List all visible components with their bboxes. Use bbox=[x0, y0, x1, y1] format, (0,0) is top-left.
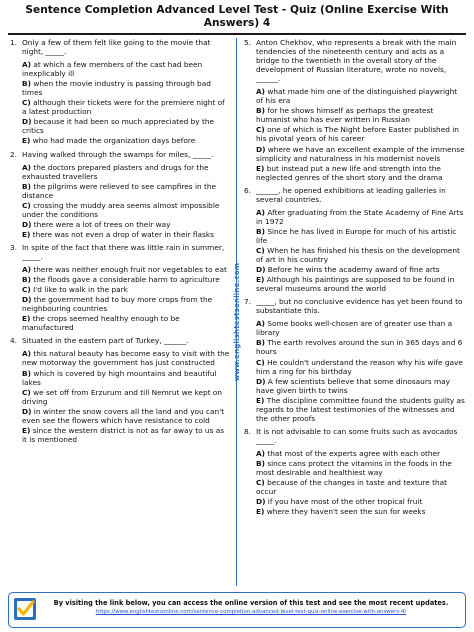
answer-options bbox=[256, 319, 466, 423]
question-number: 1. bbox=[10, 38, 18, 47]
answer-option bbox=[22, 182, 230, 200]
answer-options bbox=[22, 60, 230, 145]
option-text: who had made the organization days before bbox=[32, 136, 196, 146]
option-text: although their tickets were for the premiere night of a latest production bbox=[22, 98, 225, 117]
question-text: It is not advisable to can some fruits such as avocados _____. bbox=[256, 426, 458, 445]
footer-text bbox=[43, 599, 459, 617]
question bbox=[10, 38, 230, 146]
option-letter: E) bbox=[256, 275, 265, 285]
option-letter: E) bbox=[256, 163, 265, 173]
option-text: we set off from Erzurum and till Nemrut we kept on driving bbox=[22, 387, 223, 406]
question-number: 7. bbox=[244, 297, 252, 307]
answer-option bbox=[22, 136, 230, 145]
answer-option bbox=[22, 117, 230, 135]
option-text: The earth revolves around the sun in 365 days and 6 hours bbox=[256, 338, 463, 357]
answer-option bbox=[256, 227, 466, 245]
option-text: if you have most of the other tropical fruit bbox=[267, 497, 423, 507]
option-text: since the western district is not as far away to us as it is mentioned bbox=[22, 425, 225, 444]
option-text: this natural beauty has become easy to visit with the new motorway the government has just constructed bbox=[22, 349, 230, 368]
option-letter: A) bbox=[256, 87, 266, 97]
answer-option bbox=[256, 125, 466, 143]
option-letter: B) bbox=[256, 106, 265, 116]
answer-option bbox=[256, 87, 466, 105]
answer-option bbox=[256, 275, 466, 293]
option-text: for he shows himself as perhaps the greatest humanist who has ever written in Russian bbox=[256, 106, 434, 125]
option-text: Since he has lived in Europe for much of his artistic life bbox=[256, 226, 457, 245]
question bbox=[244, 297, 466, 423]
footer-banner bbox=[8, 592, 466, 628]
answer-option bbox=[256, 265, 466, 274]
option-letter: A) bbox=[22, 60, 32, 70]
answer-option bbox=[22, 407, 230, 425]
answer-option bbox=[256, 358, 466, 376]
option-text: in winter the snow covers all the land and you can't even see the flowers which have resistance to cold bbox=[22, 406, 225, 425]
option-letter: C) bbox=[22, 387, 31, 397]
question-stem bbox=[10, 38, 230, 56]
option-text: the government had to buy more crops from the neighbouring countries bbox=[22, 295, 213, 314]
answer-option bbox=[22, 295, 230, 313]
answer-options bbox=[22, 265, 230, 332]
option-letter: D) bbox=[256, 497, 266, 507]
option-text: there was neither enough fruit nor vegetables to eat bbox=[33, 265, 227, 275]
option-text: Before he wins the academy award of fine arts bbox=[267, 265, 440, 275]
answer-option bbox=[256, 145, 466, 163]
question-number: 5. bbox=[244, 38, 252, 47]
answer-option bbox=[22, 60, 230, 78]
option-letter: E) bbox=[22, 229, 31, 239]
option-text: the floods gave a considerable harm to agriculture bbox=[33, 275, 220, 285]
option-text: because of the changes in taste and texture that occur bbox=[256, 478, 448, 497]
option-text: that most of the experts agree with each other bbox=[267, 448, 441, 458]
answer-options bbox=[22, 163, 230, 239]
option-letter: D) bbox=[22, 117, 32, 127]
option-text: but instead put a new life and strength into the neglected genres of the short story and the drama bbox=[256, 163, 443, 182]
question-number: 2. bbox=[10, 149, 18, 159]
option-letter: D) bbox=[256, 376, 266, 386]
answer-option bbox=[256, 164, 466, 182]
option-text: there were a lot of trees on their way bbox=[33, 219, 171, 229]
option-letter: D) bbox=[22, 406, 32, 416]
answer-option bbox=[22, 275, 230, 284]
answer-option bbox=[22, 265, 230, 274]
question-stem bbox=[244, 38, 466, 83]
option-text: at which a few members of the cast had been inexplicably ill bbox=[22, 60, 203, 79]
answer-options bbox=[22, 349, 230, 443]
option-letter: B) bbox=[22, 275, 31, 285]
answer-options bbox=[256, 208, 466, 293]
option-text: Some books well-chosen are of greater use than a library bbox=[256, 319, 453, 338]
question-stem bbox=[10, 243, 230, 261]
option-letter: E) bbox=[22, 425, 31, 435]
option-text: The discipline committee found the students guilty as regards to the latest testimonies of the witnesses and the other proofs bbox=[256, 395, 465, 423]
option-text: the crops seemed healthy enough to be manufactured bbox=[22, 314, 180, 333]
option-letter: D) bbox=[22, 219, 32, 229]
option-text: Although his paintings are supposed to be found in several museums around the world bbox=[256, 275, 455, 294]
test-link[interactable]: https://www.englishtestsonline.com/sentence-completion-advanced-level-test-quiz-online-exercise-with-answers-4/ bbox=[95, 609, 407, 615]
option-letter: C) bbox=[22, 98, 31, 108]
footer-line: By visiting the link below, you can access the online version of this test and see the most recent updates. bbox=[53, 599, 449, 607]
question-stem bbox=[10, 150, 230, 159]
watermark-text: www.englishtestsonline.com bbox=[233, 262, 241, 382]
option-letter: B) bbox=[256, 338, 265, 348]
answer-option bbox=[256, 208, 466, 226]
question bbox=[10, 243, 230, 332]
answer-option bbox=[256, 106, 466, 124]
option-text: what made him one of the distinguished playwright of his era bbox=[256, 87, 458, 106]
option-letter: B) bbox=[256, 458, 265, 468]
option-letter: D) bbox=[22, 295, 32, 305]
question-text: Having walked through the swamps for miles, _____. bbox=[22, 149, 214, 159]
answer-options bbox=[256, 449, 466, 516]
checkbox-icon bbox=[13, 597, 37, 621]
option-letter: D) bbox=[256, 144, 266, 154]
option-text: there was not even a drop of water in their flasks bbox=[32, 229, 214, 239]
answer-option bbox=[22, 369, 230, 387]
question-text: ______, he opened exhibitions at leading galleries in several countries. bbox=[256, 185, 446, 204]
option-letter: B) bbox=[22, 368, 31, 378]
answer-option bbox=[256, 449, 466, 458]
right-column bbox=[244, 38, 466, 520]
answer-option bbox=[256, 319, 466, 337]
answer-option bbox=[22, 388, 230, 406]
question-stem bbox=[244, 297, 466, 315]
answer-option bbox=[22, 230, 230, 239]
option-letter: A) bbox=[256, 448, 266, 458]
option-letter: C) bbox=[256, 357, 265, 367]
watermark bbox=[232, 262, 242, 382]
option-text: A few scientists believe that some dinosaurs may have given birth to twins bbox=[256, 376, 451, 395]
option-letter: C) bbox=[256, 245, 265, 255]
option-letter: B) bbox=[256, 226, 265, 236]
option-text: which is covered by high mountains and beautiful lakes bbox=[22, 368, 217, 387]
answer-options bbox=[256, 87, 466, 181]
answer-option bbox=[256, 377, 466, 395]
option-letter: C) bbox=[22, 285, 31, 295]
answer-option bbox=[256, 497, 466, 506]
answer-option bbox=[256, 459, 466, 477]
question bbox=[10, 150, 230, 239]
answer-option bbox=[22, 201, 230, 219]
option-letter: A) bbox=[22, 265, 32, 275]
question-number: 6. bbox=[244, 185, 252, 195]
question bbox=[244, 427, 466, 516]
option-letter: D) bbox=[256, 265, 266, 275]
option-text: He couldn't understand the reason why his wife gave him a ring for his birthday bbox=[256, 357, 463, 376]
answer-option bbox=[256, 507, 466, 516]
option-letter: E) bbox=[256, 395, 265, 405]
answer-option bbox=[256, 246, 466, 264]
question bbox=[10, 336, 230, 444]
question-number: 4. bbox=[10, 336, 18, 346]
answer-option bbox=[22, 220, 230, 229]
option-text: When he has finished his thesis on the development of art in his country bbox=[256, 245, 460, 265]
question-stem bbox=[244, 186, 466, 204]
answer-option bbox=[256, 396, 466, 423]
option-letter: C) bbox=[256, 125, 265, 135]
option-letter: E) bbox=[256, 507, 265, 517]
question-stem bbox=[244, 427, 466, 445]
option-letter: A) bbox=[22, 349, 32, 359]
question-number: 3. bbox=[10, 242, 18, 252]
answer-option bbox=[22, 79, 230, 97]
option-letter: A) bbox=[256, 319, 266, 329]
option-text: one of which is The Night before Easter published in his pivotal years of his career bbox=[256, 125, 459, 144]
option-text: crossing the muddy area seems almost impossible under the conditions bbox=[22, 200, 220, 219]
question-text: _____, but no conclusive evidence has yet been found to substantiate this. bbox=[256, 297, 463, 316]
question-text: Situated in the eastern part of Turkey, ______. bbox=[22, 336, 189, 346]
option-text: where they haven't seen the sun for weeks bbox=[266, 507, 426, 517]
page-title: Sentence Completion Advanced Level Test - Quiz (Online Exercise With Answers) 4 bbox=[25, 4, 449, 29]
title-rule bbox=[8, 33, 466, 35]
answer-option bbox=[256, 338, 466, 356]
option-letter: A) bbox=[22, 162, 32, 172]
question bbox=[244, 38, 466, 182]
option-text: when the movie industry is passing through bad times bbox=[22, 79, 211, 98]
option-text: because it had been so much appreciated by the critics bbox=[22, 117, 214, 136]
option-text: since cans protect the vitamins in the foods in the most desirable and healthiest way bbox=[256, 458, 452, 478]
answer-option bbox=[256, 478, 466, 496]
answer-option bbox=[22, 426, 230, 444]
option-letter: B) bbox=[22, 181, 31, 191]
option-text: the doctors prepared plasters and drugs for the exhausted travellers bbox=[22, 162, 209, 181]
left-column bbox=[10, 38, 230, 448]
option-letter: A) bbox=[256, 207, 266, 217]
option-letter: E) bbox=[22, 136, 31, 146]
answer-option bbox=[22, 314, 230, 332]
answer-option bbox=[22, 98, 230, 116]
question-text: Only a few of them felt like going to the movie that night, _____. bbox=[22, 38, 211, 57]
question bbox=[244, 186, 466, 294]
option-letter: C) bbox=[22, 200, 31, 210]
option-text: the pilgrims were relieved to see campfires in the distance bbox=[22, 181, 217, 200]
answer-option bbox=[22, 349, 230, 367]
option-text: I'd like to walk in the park bbox=[33, 285, 128, 295]
question-number: 8. bbox=[244, 426, 252, 436]
question-text: Anton Chekhov, who represents a break with the main tendencies of the nineteenth century and acts as a bridge to the twentieth in the overall story of the development of Russian literature, wrote no novels, ______. bbox=[256, 38, 457, 84]
question-text: In spite of the fact that there was little rain in summer, _____. bbox=[22, 242, 225, 261]
question-stem bbox=[10, 336, 230, 345]
option-text: where we have an excellent example of the immense simplicity and naturalness in his modernist novels bbox=[256, 144, 465, 163]
option-letter: C) bbox=[256, 478, 265, 488]
answer-option bbox=[22, 285, 230, 294]
option-text: After graduating from the State Academy of Fine Arts in 1972 bbox=[256, 207, 464, 226]
option-letter: B) bbox=[22, 79, 31, 89]
answer-option bbox=[22, 163, 230, 181]
option-letter: E) bbox=[22, 314, 31, 324]
